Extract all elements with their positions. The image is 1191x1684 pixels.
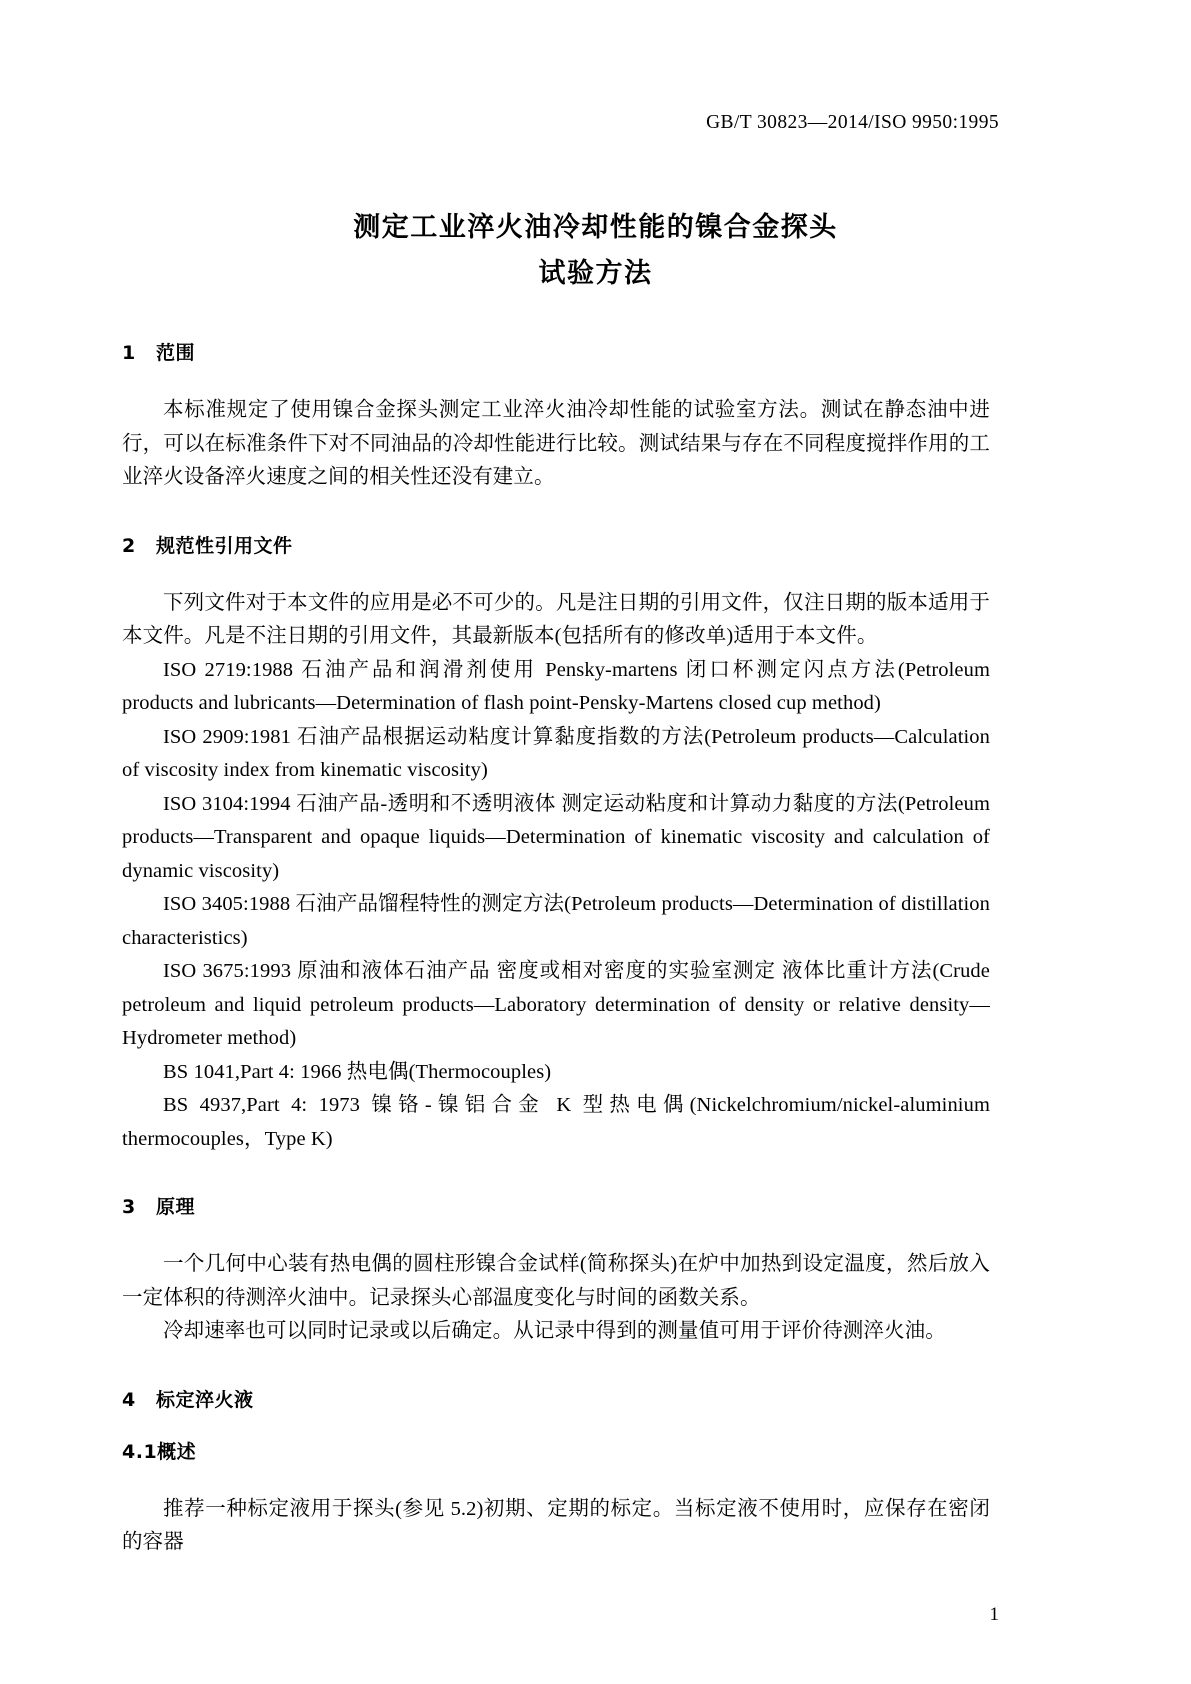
section-title-1: 范围: [156, 342, 196, 364]
section-heading-1: [122, 340, 990, 366]
normative-reference-list: [122, 654, 990, 1157]
reference-item: ISO 3104:1994 石油产品-透明和不透明液体 测定运动粘度和计算动力黏度的方法(Petroleum products—Transparent and opaque liquids—Determination of kinematic viscosity and calculation of dynamic viscosity): [122, 792, 990, 882]
page-title: [0, 205, 1191, 297]
section-number-3: 3: [122, 1196, 136, 1218]
section-title-4: 标定淬火液: [156, 1388, 254, 1411]
section-heading-4: [122, 1387, 990, 1413]
page-title-line-2: 试验方法: [538, 258, 653, 289]
section-number-4: 4: [122, 1388, 136, 1411]
section-3-paragraph-2: 冷却速率也可以同时记录或以后确定。从记录中得到的测量值可用于评价待测淬火油。: [163, 1320, 946, 1342]
reference-item: BS 4937,Part 4: 1973 镍铬-镍铝合金 K 型热电偶(Nickelchromium/nickel-aluminium thermocouples，Type K): [122, 1094, 990, 1150]
reference-item: ISO 2719:1988 石油产品和润滑剂使用 Pensky-martens 闭口杯测定闪点方法(Petroleum products and lubricants—Determination of flash point-Pensky-Martens closed cup method): [122, 658, 990, 714]
section-1-paragraph-1: 本标准规定了使用镍合金探头测定工业淬火油冷却性能的试验室方法。测试在静态油中进行，可以在标准条件下对不同油品的冷却性能进行比较。测试结果与存在不同程度搅拌作用的工业淬火设备淬火速度之间的相关性还没有建立。: [122, 399, 990, 488]
section-number-2: 2: [122, 534, 136, 557]
section-heading-3: [122, 1194, 990, 1220]
reference-item: ISO 3675:1993 原油和液体石油产品 密度或相对密度的实验室测定 液体比重计方法(Crude petroleum and liquid petroleum products—Laboratory determination of density or relative density—Hydrometer method): [122, 960, 990, 1049]
section-heading-4-1: [122, 1439, 990, 1465]
page-number: 1: [989, 1604, 999, 1625]
section-number-1: 1: [122, 342, 136, 364]
document-body: [122, 340, 990, 1560]
section-4-1-paragraph-1: 推荐一种标定液用于探头(参见 5.2)初期、定期的标定。当标定液不使用时，应保存在密闭的容器: [122, 1497, 990, 1553]
section-title-3: 原理: [156, 1196, 196, 1218]
reference-item: ISO 2909:1981 石油产品根据运动粘度计算黏度指数的方法(Petroleum products—Calculation of viscosity index from kinematic viscosity): [122, 725, 990, 781]
reference-item: ISO 3405:1988 石油产品馏程特性的测定方法(Petroleum products—Determination of distillation characteristics): [122, 893, 990, 949]
section-title-2: 规范性引用文件: [156, 534, 293, 557]
running-header-standard-code: GB/T 30823—2014/ISO 9950:1995: [706, 112, 999, 133]
section-3-paragraph-1: 一个几何中心装有热电偶的圆柱形镍合金试样(简称探头)在炉中加热到设定温度，然后放入一定体积的待测淬火油中。记录探头心部温度变化与时间的函数关系。: [122, 1253, 990, 1309]
section-title-4-1: 概述: [157, 1440, 197, 1463]
section-number-4-1: 4.1: [122, 1440, 158, 1463]
page-title-line-1: 测定工业淬火油冷却性能的镍合金探头: [353, 212, 838, 243]
reference-item: BS 1041,Part 4: 1966 热电偶(Thermocouples): [163, 1060, 552, 1083]
section-2-paragraph-1: 下列文件对于本文件的应用是必不可少的。凡是注日期的引用文件，仅注日期的版本适用于本文件。凡是不注日期的引用文件，其最新版本(包括所有的修改单)适用于本文件。: [122, 591, 990, 647]
section-heading-2: [122, 533, 990, 559]
